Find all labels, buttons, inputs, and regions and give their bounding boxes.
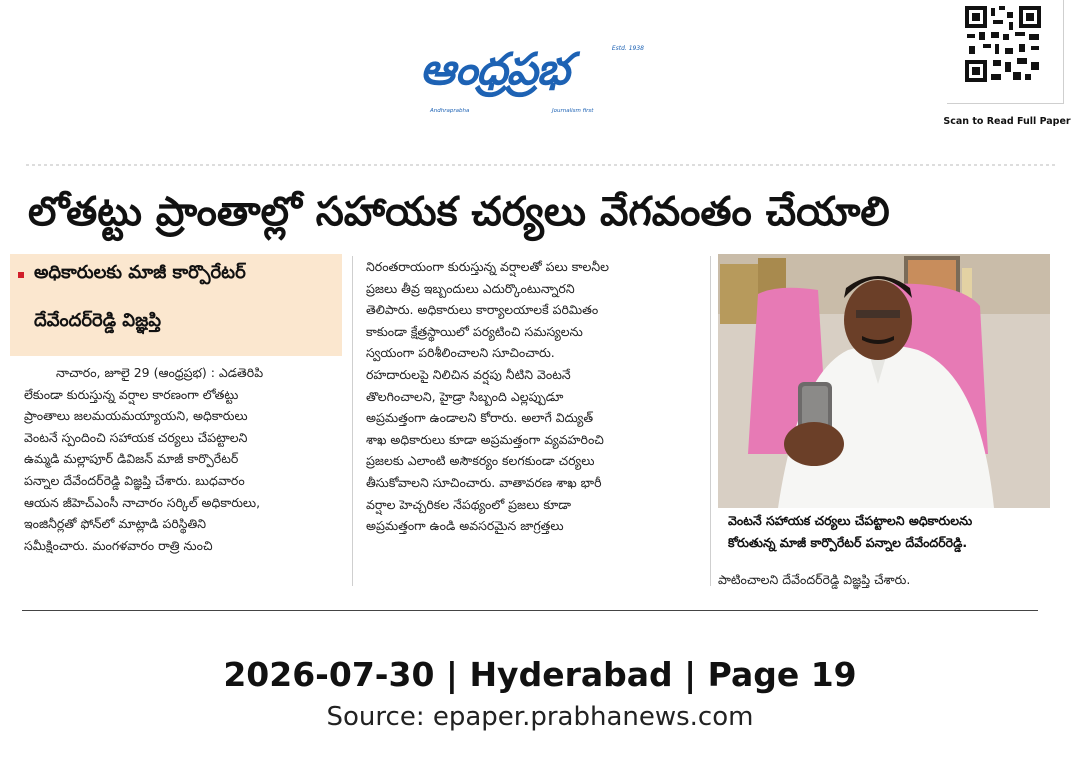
article-continuation-line: పాటించాలని దేవేందర్‌రెడ్డి విజ్ఞప్తి చేశారు. — [718, 572, 911, 587]
column-divider — [352, 256, 353, 586]
top-divider — [26, 164, 1056, 166]
column-2-line: తీసుకోవాలని సూచించారు. వాతావరణ శాఖ భారీ — [366, 474, 602, 490]
column-2-line: వర్షాల హెచ్చరికల నేపథ్యంలో ప్రజలు కూడా — [366, 496, 571, 512]
column-2-line: శాఖ అధికారులు కూడా అప్రమత్తంగా వ్యవహరించి — [366, 431, 604, 447]
column-2-line: అప్రమత్తంగా ఉండాలని కోరారు. అలాగే విద్యుత్ — [366, 410, 594, 426]
logo-established: Estd. 1938 — [611, 45, 644, 52]
column-1-line: ఇంజినీర్లతో ఫోన్‌లో మాట్లాడి పరిస్థితిని — [24, 516, 207, 532]
photo-caption-line-1: వెంటనే సహాయక చర్యలు చేపట్టాలని అధికారులను — [728, 513, 973, 528]
corporator-portrait-image — [718, 254, 1050, 508]
article-headline: లోతట్టు ప్రాంతాల్లో సహాయక చర్యలు వేగవంతం చేయాలి — [28, 189, 890, 235]
masthead-logo — [420, 42, 652, 120]
column-2-line: స్వయంగా పరిశీలించాలని సూచించారు. — [366, 345, 555, 361]
logo-subtitle-right: Journalism first — [552, 108, 594, 114]
article-column-1 — [24, 362, 338, 556]
column-2-line: ప్రజలు తీవ్ర ఇబ్బందులు ఎదుర్కొంటున్నారని — [366, 280, 575, 296]
qr-code-icon[interactable] — [963, 4, 1043, 84]
column-2-line: తొలగించాలని, హైడ్రా సిబ్బంది ఎల్లప్పుడూ — [366, 388, 564, 404]
qr-code-frame — [947, 0, 1064, 104]
subheading-line-2: దేవేందర్‌రెడ్డి విజ్ఞప్తి — [34, 310, 162, 331]
photo-caption-line-2: కోరుతున్న మాజీ కార్పొరేటర్ పన్నాల దేవేందర్‌రెడ్డి. — [728, 535, 968, 550]
subheading-line-1: అధికారులకు మాజీ కార్పొరేటర్ — [34, 262, 246, 283]
article-column-2 — [366, 256, 704, 537]
column-1-line: సమీక్షించారు. మంగళవారం రాత్రి నుంచి — [24, 537, 213, 553]
source-link[interactable]: Source: epaper.prabhanews.com — [326, 702, 754, 732]
column-divider — [710, 256, 711, 586]
edition-info: 2026-07-30 | Hyderabad | Page 19 — [223, 655, 857, 694]
column-2-line: అప్రమత్తంగా ఉండి అవసరమైన జాగ్రత్తలు — [366, 518, 564, 534]
photo-caption — [728, 510, 1058, 554]
column-1-line: లేకుండా కురుస్తున్న వర్షాల కారణంగా లోతట్టు — [24, 386, 239, 402]
article-photo — [718, 254, 1050, 508]
column-1-line: ప్రాంతాలు జలమయమయ్యాయని, అధికారులు — [24, 408, 248, 424]
column-2-line: కాకుండా క్షేత్రస్థాయిలో పర్యటించి సమస్యలను — [366, 323, 583, 339]
bullet-icon — [18, 272, 24, 278]
column-1-line: నాచారం, జూలై 29 (ఆంధ్రప్రభ) : ఎడతెరిపి — [56, 365, 264, 380]
column-2-line: నిరంతరాయంగా కురుస్తున్న వర్షాలతో పలు కాలనీల — [366, 259, 610, 274]
bottom-divider — [22, 610, 1038, 611]
column-2-line: ప్రజలకు ఎలాంటి అసౌకర్యం కలగకుండా చర్యలు — [366, 453, 595, 469]
column-1-line: ఆయన జీహెచ్ఎంసీ నాచారం సర్కిల్ అధికారులు, — [24, 494, 261, 510]
logo-wordmark: ఆంధ్రప్రభ — [420, 44, 569, 95]
column-1-line: పన్నాల దేవేందర్‌రెడ్డి విజ్ఞప్తి చేశారు. బుధవారం — [24, 472, 245, 488]
column-2-line: తెలిపారు. అధికారులు కార్యాలయాలకే పరిమితం — [366, 302, 599, 318]
column-1-line: వెంటనే స్పందించి సహాయక చర్యలు చేపట్టాలని — [24, 429, 248, 445]
column-2-line: రహదారులపై నిలిచిన వర్షపు నీటిని వెంటనే — [366, 366, 571, 382]
column-1-line: ఉమ్మడి మల్లాపూర్ డివిజన్ మాజీ కార్పొరేటర్ — [24, 451, 239, 467]
qr-scan-label: Scan to Read Full Paper — [943, 116, 1071, 127]
logo-subtitle-left: Andhraprabha — [430, 108, 470, 114]
